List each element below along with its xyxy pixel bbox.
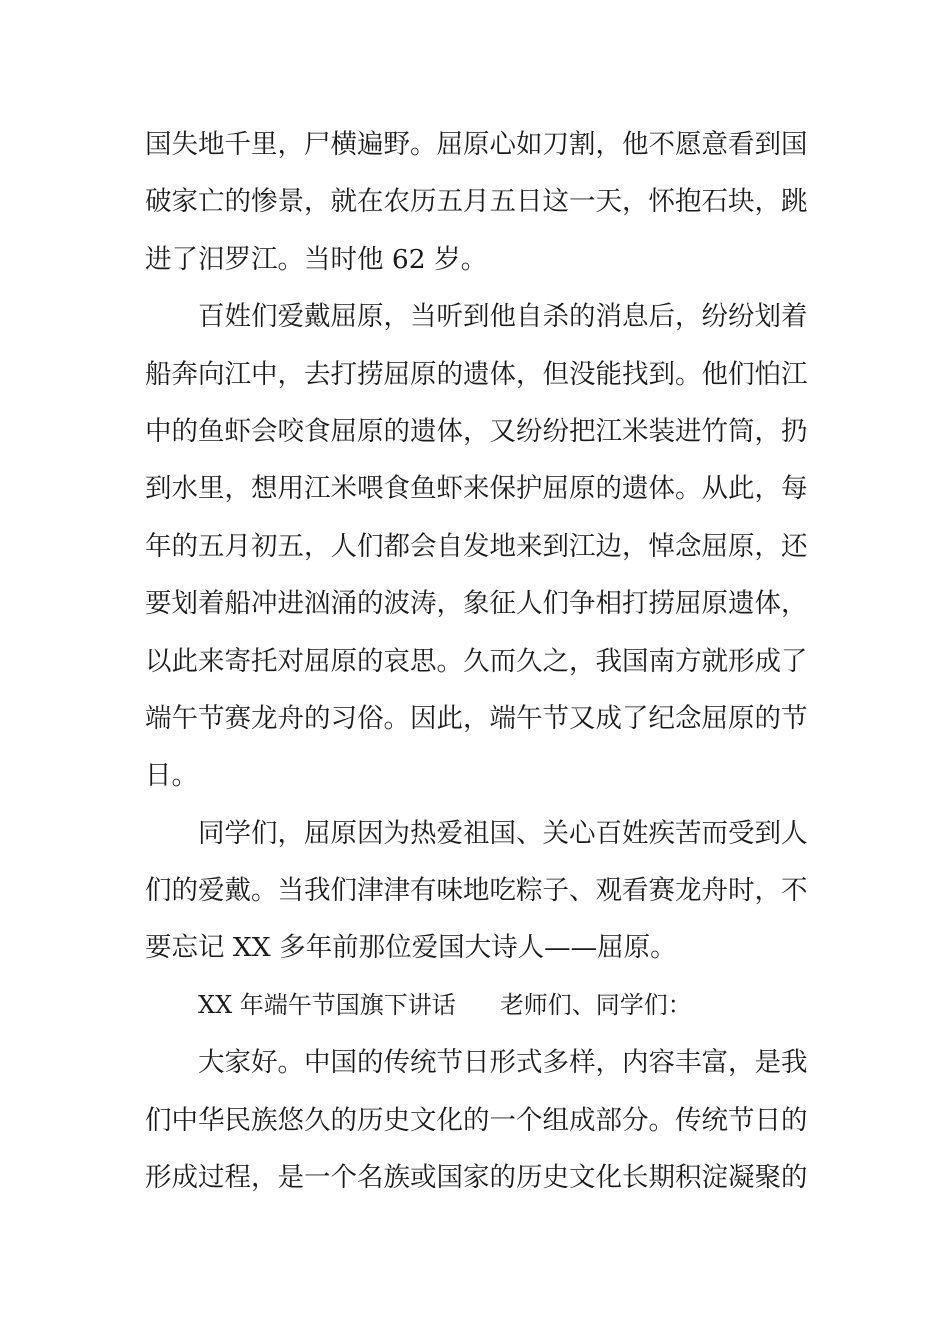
text-line: 端午节赛龙舟的习俗。因此，端午节又成了纪念屈原的节 — [145, 702, 807, 734]
speech-heading — [145, 977, 807, 1034]
text-line: 日。 — [145, 760, 198, 792]
speech-greeting: 老师们、同学们： — [499, 990, 692, 1019]
text-line: 到水里，想用江米喂食鱼虾来保护屈原的遗体。从此，每 — [145, 473, 807, 505]
text-line: 要划着船冲进汹涌的波涛，象征人们争相打捞屈原遗体， — [145, 588, 807, 620]
text-line: 船奔向江中，去打捞屈原的遗体，但没能找到。他们怕江 — [145, 358, 807, 390]
paragraph-2 — [145, 288, 807, 805]
text-line: 破家亡的惨景，就在农历五月五日这一天，怀抱石块，跳 — [145, 186, 807, 218]
text-line: 中的鱼虾会咬食屈原的遗体，又纷纷把江米装进竹筒，扔 — [145, 415, 807, 447]
text-line: 同学们，屈原因为热爱祖国、关心百姓疾苦而受到人 — [198, 817, 807, 849]
text-line: 要忘记 XX 多年前那位爱国大诗人——屈原。 — [145, 932, 677, 964]
text-line: 进了汨罗江。当时他 62 岁。 — [145, 243, 488, 275]
paragraph-4 — [145, 1034, 807, 1206]
text-line: 年的五月初五，人们都会自发地来到江边，悼念屈原，还 — [145, 530, 807, 562]
speech-title: XX 年端午节国旗下讲话 — [198, 990, 456, 1019]
text-line: 国失地千里，尸横遍野。屈原心如刀割，他不愿意看到国 — [145, 129, 807, 160]
text-line: 大家好。中国的传统节日形式多样，内容丰富，是我 — [198, 1047, 807, 1079]
text-line: 形成过程，是一个名族或国家的历史文化长期积淀凝聚的 — [145, 1162, 807, 1194]
text-line: 百姓们爱戴屈原，当听到他自杀的消息后，纷纷划着 — [198, 301, 807, 333]
document-body — [145, 116, 807, 1206]
paragraph-3 — [145, 805, 807, 977]
text-line: 们中华民族悠久的历史文化的一个组成部分。传统节日的 — [145, 1104, 807, 1136]
text-line: 以此来寄托对屈原的哀思。久而久之，我国南方就形成了 — [145, 645, 807, 677]
text-line: 们的爱戴。当我们津津有味地吃粽子、观看赛龙舟时，不 — [145, 875, 807, 907]
paragraph-1 — [145, 116, 807, 288]
